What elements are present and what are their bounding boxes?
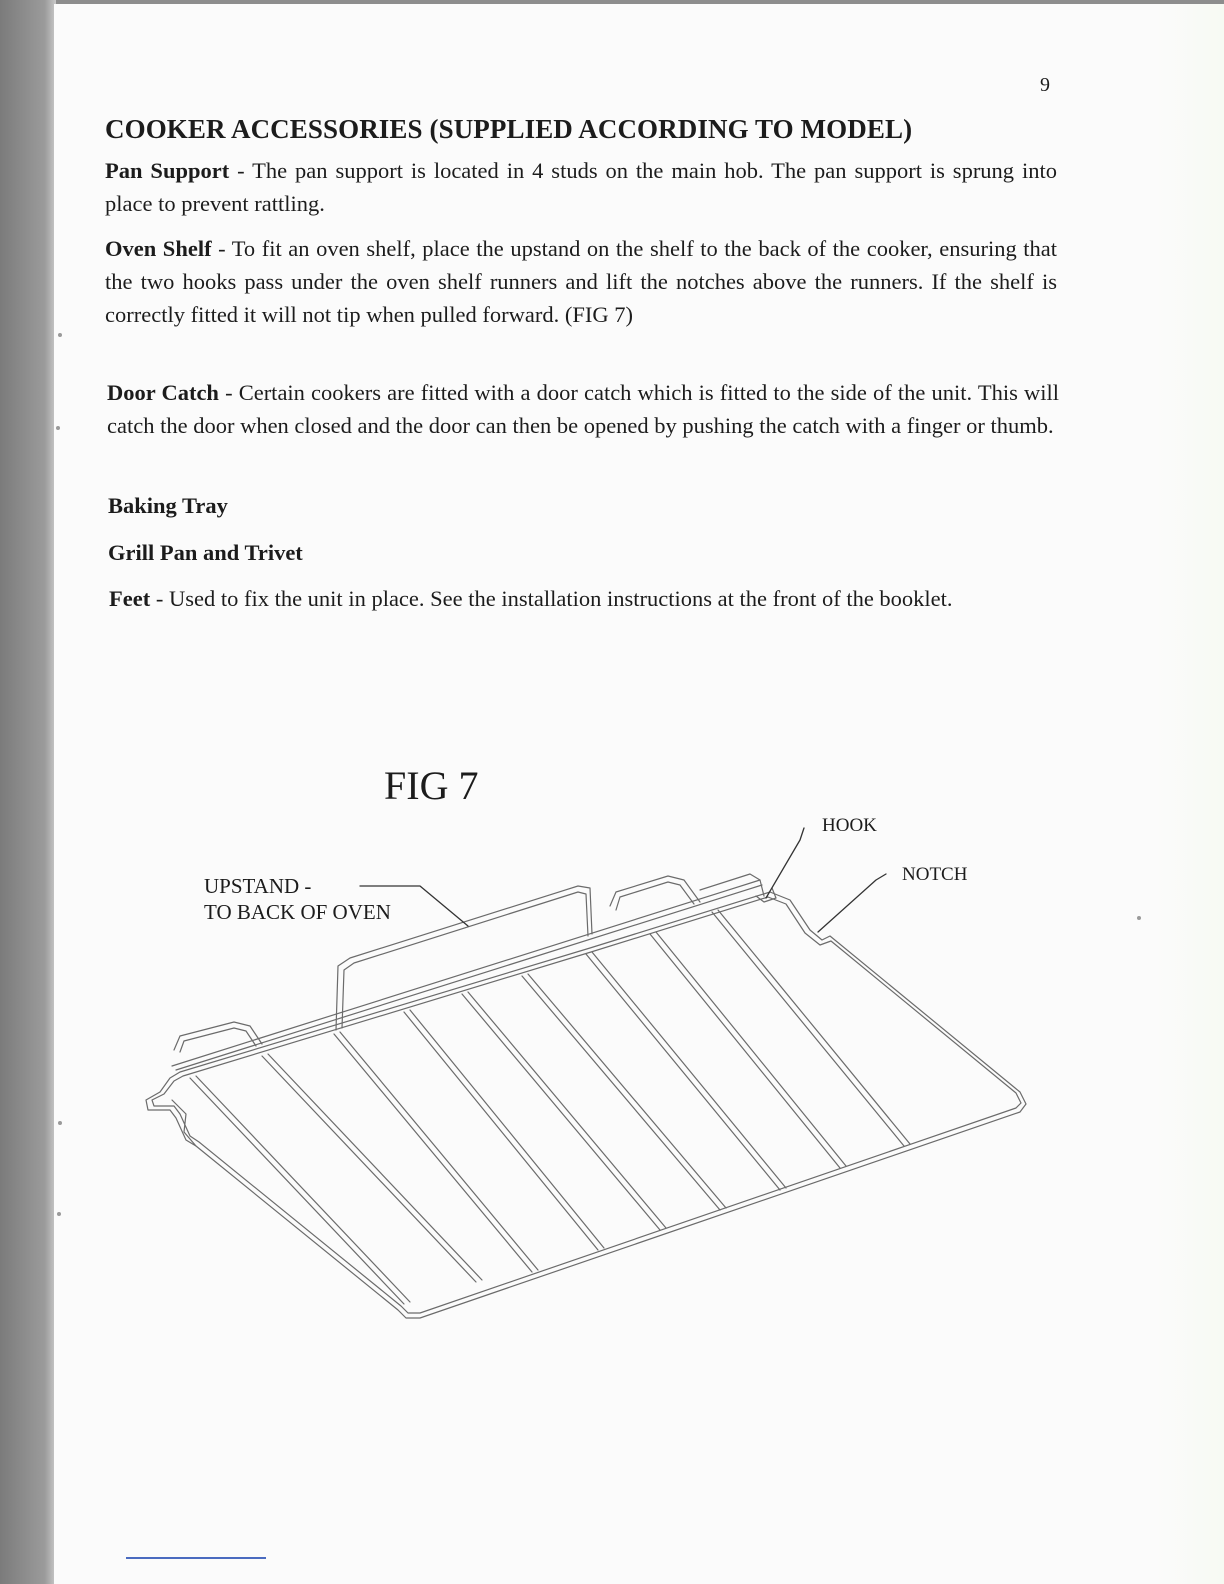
hook-leader xyxy=(766,828,804,898)
shelf-frame-inner xyxy=(152,897,1021,1313)
scan-speck xyxy=(58,1121,62,1125)
right-rear-loop-inner xyxy=(616,882,694,910)
shelf-rods xyxy=(190,910,910,1304)
pan-support-text: - The pan support is located in 4 studs on the main hob. The pan support is sprung into place to prevent rattling. xyxy=(105,158,1057,216)
door-catch-text: - Certain cookers are fitted with a door catch which is fitted to the side of the unit. This will catch the door when closed and the door can then be opened by pushing the catch with a finger or thumb. xyxy=(107,380,1059,438)
feet-title: Feet xyxy=(109,586,151,611)
notch-label: NOTCH xyxy=(902,864,968,885)
hook-label: HOOK xyxy=(822,815,877,836)
feet-text: - Used to fix the unit in place. See the installation instructions at the front of the booklet. xyxy=(150,586,953,611)
right-rear-loop xyxy=(610,876,700,906)
oven-shelf-text: - To fit an oven shelf, place the upstand on the shelf to the back of the cooker, ensuring that the two hooks pass under the oven shelf runners and lift the notches above the runners. If the shelf is correctly fitted it will not tip when pulled forward. (FIG 7) xyxy=(105,236,1057,327)
footer-underline xyxy=(126,1557,266,1559)
baking-tray-title: Baking Tray xyxy=(108,493,228,518)
oven-shelf-title: Oven Shelf xyxy=(105,236,212,261)
page-heading: COOKER ACCESSORIES (SUPPLIED ACCORDING TO MODEL) xyxy=(105,114,913,144)
upstand-label-line1: UPSTAND - xyxy=(204,874,312,898)
door-catch-title: Door Catch xyxy=(107,380,219,405)
upstand-label-line2: TO BACK OF OVEN xyxy=(204,900,391,924)
figure-title: FIG 7 xyxy=(384,763,479,808)
scan-speck xyxy=(57,1212,61,1216)
scan-speck xyxy=(58,333,62,337)
right-top-loop xyxy=(700,874,764,896)
page-number: 9 xyxy=(1040,74,1050,96)
scan-speck xyxy=(56,426,60,430)
notch-leader xyxy=(818,874,886,932)
scan-speck xyxy=(1137,916,1141,920)
pan-support-title: Pan Support xyxy=(105,158,230,183)
grill-pan-title: Grill Pan and Trivet xyxy=(108,540,303,565)
shelf-frame-outer xyxy=(146,892,1026,1318)
